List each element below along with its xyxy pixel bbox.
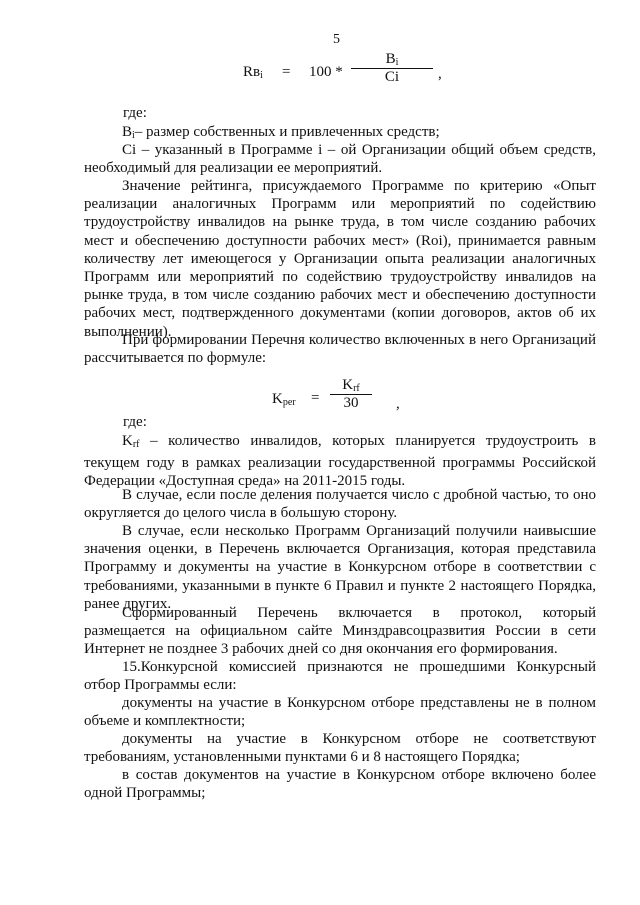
paragraph-docs-nonconforming: документы на участие в Конкурсном отборе не соответствуют требованиям, установленными пунктами 6 и 8 настоящего Порядка; (84, 731, 596, 766)
formula1-numerator: $B_i$ (385, 51, 399, 68)
paragraph-docs-multiple: в состав документов на участие в Конкурсном отборе включено более одной Программы; (84, 767, 596, 802)
definition-krf: $K_{rf}$ – количество инвалидов, которых планируется трудоустроить в текущем году в рамках реализации государственной программы Российской Федерации «Доступная среда» на 2011-2015 годы. (84, 433, 596, 490)
where-label-2: где: (123, 414, 147, 430)
formula2-numerator: $K_{rf}$ (342, 377, 360, 394)
list-count-formula (272, 391, 296, 408)
rating-formula (243, 64, 263, 81)
paragraph-rounding: В случае, если после деления получается число с дробной частью, то оно округляется до целого числа в большую сторону. (84, 487, 596, 522)
formula1-tail: , (438, 66, 442, 82)
formula2-tail: , (396, 396, 400, 412)
definition-c: Ci – указанный в Программе i – ой Организации общий объем средств, необходимый для реализации ее мероприятий. (84, 142, 596, 177)
formula1-fraction (351, 51, 433, 86)
formula2-lhs: $K_{per}$ (272, 391, 296, 408)
paragraph-formation: При формировании Перечня количество включенных в него Организаций рассчитывается по формуле: (84, 332, 596, 367)
paragraph-rating: Значение рейтинга, присуждаемого Программе по критерию «Опыт реализации аналогичных Программ или мероприятий по содействию трудоустройству инвалидов на рынке труда, в том числе созданию рабочих мест и обеспечению доступности рабочих мест» (Roi), принимается равным количеству лет имеющегося у Организации опыта реализации аналогичных Программ или мероприятий по содействию трудоустройству инвалидов на рынке труда, в том числе созданию рабочих мест и обеспечению доступности рабочих мест, подтвержденного документами (копии договоров, актов об их выполнении). (84, 178, 596, 340)
paragraph-docs-incomplete: документы на участие в Конкурсном отборе представлены не в полном объеме и комплектности; (84, 695, 596, 730)
paragraph-equal-scores: В случае, если несколько Программ Организаций получили наивысшие значения оценки, в Перечень включается Организация, которая представила Программу и документы на участие в Конкурсном отборе в соответствии с требованиями, указанными в пункте 6 Правил и пункте 2 настоящего Порядка, ранее других. (84, 523, 596, 612)
formula2-fraction (330, 377, 372, 412)
formula2-denominator: 30 (343, 395, 359, 411)
formula1-eq: = (282, 64, 291, 80)
definition-b: $B_i-$ размер собственных и привлеченных средств; (122, 124, 440, 141)
paragraph-protocol: Сформированный Перечень включается в протокол, который размещается на официальном сайте Минздравсоцразвития России в сети Интернет не позднее 3 рабочих дней со дня окончания его формирования. (84, 605, 596, 658)
page-number: 5 (333, 32, 340, 47)
formula1-lhs: $Rв_i$ (243, 64, 263, 81)
formula2-eq: = (311, 390, 320, 406)
where-label-1: где: (123, 105, 147, 121)
paragraph-item-15: 15.Конкурсной комиссией признаются не прошедшими Конкурсный отбор Программы если: (84, 659, 596, 694)
formula1-coef: 100 * (309, 64, 343, 80)
formula1-denominator: Ci (384, 69, 400, 85)
